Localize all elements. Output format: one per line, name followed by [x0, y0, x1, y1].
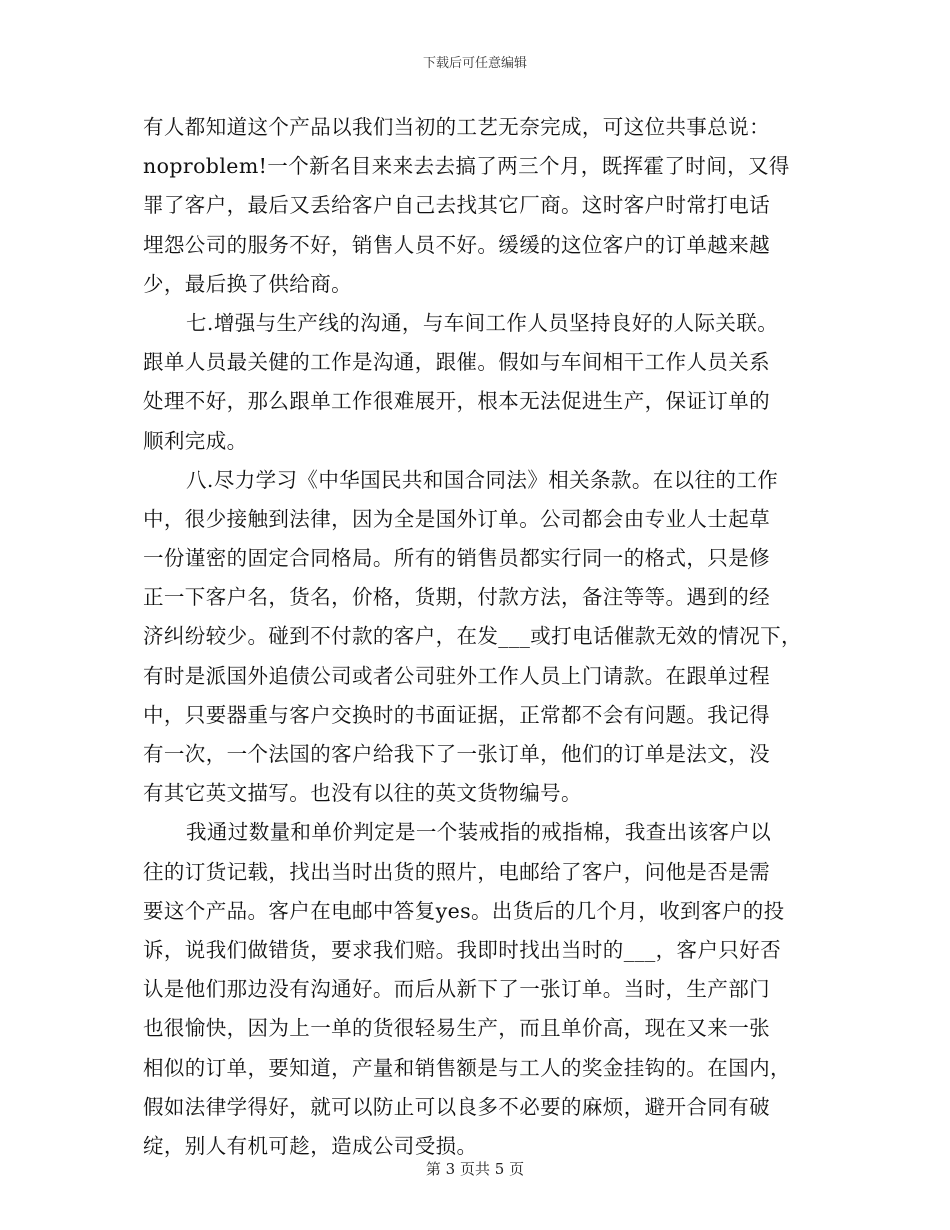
text-line: 中，只要器重与客户交换时的书面证据，正常都不会有问题。我记得: [143, 702, 770, 727]
text-line: 往的订货记载，找出当时出货的照片，电邮给了客户，问他是否是需: [143, 859, 770, 884]
text-line: 一份谨密的固定合同格局。所有的销售员都实行同一的格式，只是修: [143, 546, 770, 571]
text-line: 七.增强与生产线的沟通，与车间工作人员坚持良好的人际关联。: [186, 310, 779, 335]
text-line: 中，很少接触到法律，因为全是国外订单。公司都会由专业人士起草: [143, 506, 770, 531]
document-body: [143, 108, 813, 1166]
text-line: 有人都知道这个产品以我们当初的工艺无奈完成，可这位共事总说：: [143, 115, 770, 139]
paragraph: [143, 304, 813, 461]
text-line: 八.尽力学习《中华国民共和国合同法》相关条款。在以往的工作: [186, 467, 779, 492]
text-line: 有其它英文描写。也没有以往的英文货物编号。: [143, 781, 582, 806]
text-line: 诉，说我们做错货，要求我们赔。我即时找出当时的___，客户只好否: [143, 937, 782, 962]
paragraph: [143, 461, 813, 814]
text-line: 相似的订单，要知道，产量和销售额是与工人的奖金挂钩的。在国内，: [143, 1055, 791, 1080]
page-header: 下载后可任意编辑: [422, 56, 527, 71]
paragraph: [143, 813, 813, 1166]
text-line: 跟单人员最关健的工作是沟通，跟催。假如与车间相干工作人员关系: [143, 350, 770, 375]
text-line: 罪了客户，最后又丢给客户自己去找其它厂商。这时客户时常打电话: [143, 193, 770, 218]
text-line: 我通过数量和单价判定是一个装戒指的戒指棉，我查出该客户以: [186, 820, 772, 845]
text-line: 处理不好，那么跟单工作很难展开，根本无法促进生产，保证订单的: [143, 389, 770, 414]
text-line: 顺利完成。: [143, 428, 248, 453]
text-line: 有时是派国外追债公司或者公司驻外工作人员上门请款。在跟单过程: [143, 663, 770, 688]
text-line: 济纠纷较少。碰到不付款的客户，在发___或打电话催款无效的情况下，: [143, 624, 802, 649]
text-line: 也很愉快，因为上一单的货很轻易生产，而且单价高，现在又来一张: [143, 1016, 770, 1041]
page-footer: 第 3 页共 5 页: [425, 1160, 525, 1178]
text-line: 少，最后换了供给商。: [143, 271, 352, 296]
text-line: 假如法律学得好，就可以防止可以良多不必要的麻烦，避开合同有破: [143, 1094, 770, 1119]
text-line: noproblem!一个新名目来来去去搞了两三个月，既挥霍了时间，又得: [143, 154, 790, 179]
text-line: 埋怨公司的服务不好，销售人员不好。缓缓的这位客户的订单越来越: [143, 232, 770, 257]
text-line: 有一次，一个法国的客户给我下了一张订单，他们的订单是法文，没: [143, 742, 770, 766]
text-line: 正一下客户名，货名，价格，货期，付款方法，备注等等。遇到的经: [143, 585, 770, 610]
paragraph: [143, 108, 813, 304]
text-line: 要这个产品。客户在电邮中答复yes。出货后的几个月，收到客户的投: [143, 898, 785, 923]
text-line: 绽，别人有机可趁，造成公司受损。: [143, 1133, 478, 1158]
text-line: 认是他们那边没有沟通好。而后从新下了一张订单。当时，生产部门: [143, 977, 770, 1002]
